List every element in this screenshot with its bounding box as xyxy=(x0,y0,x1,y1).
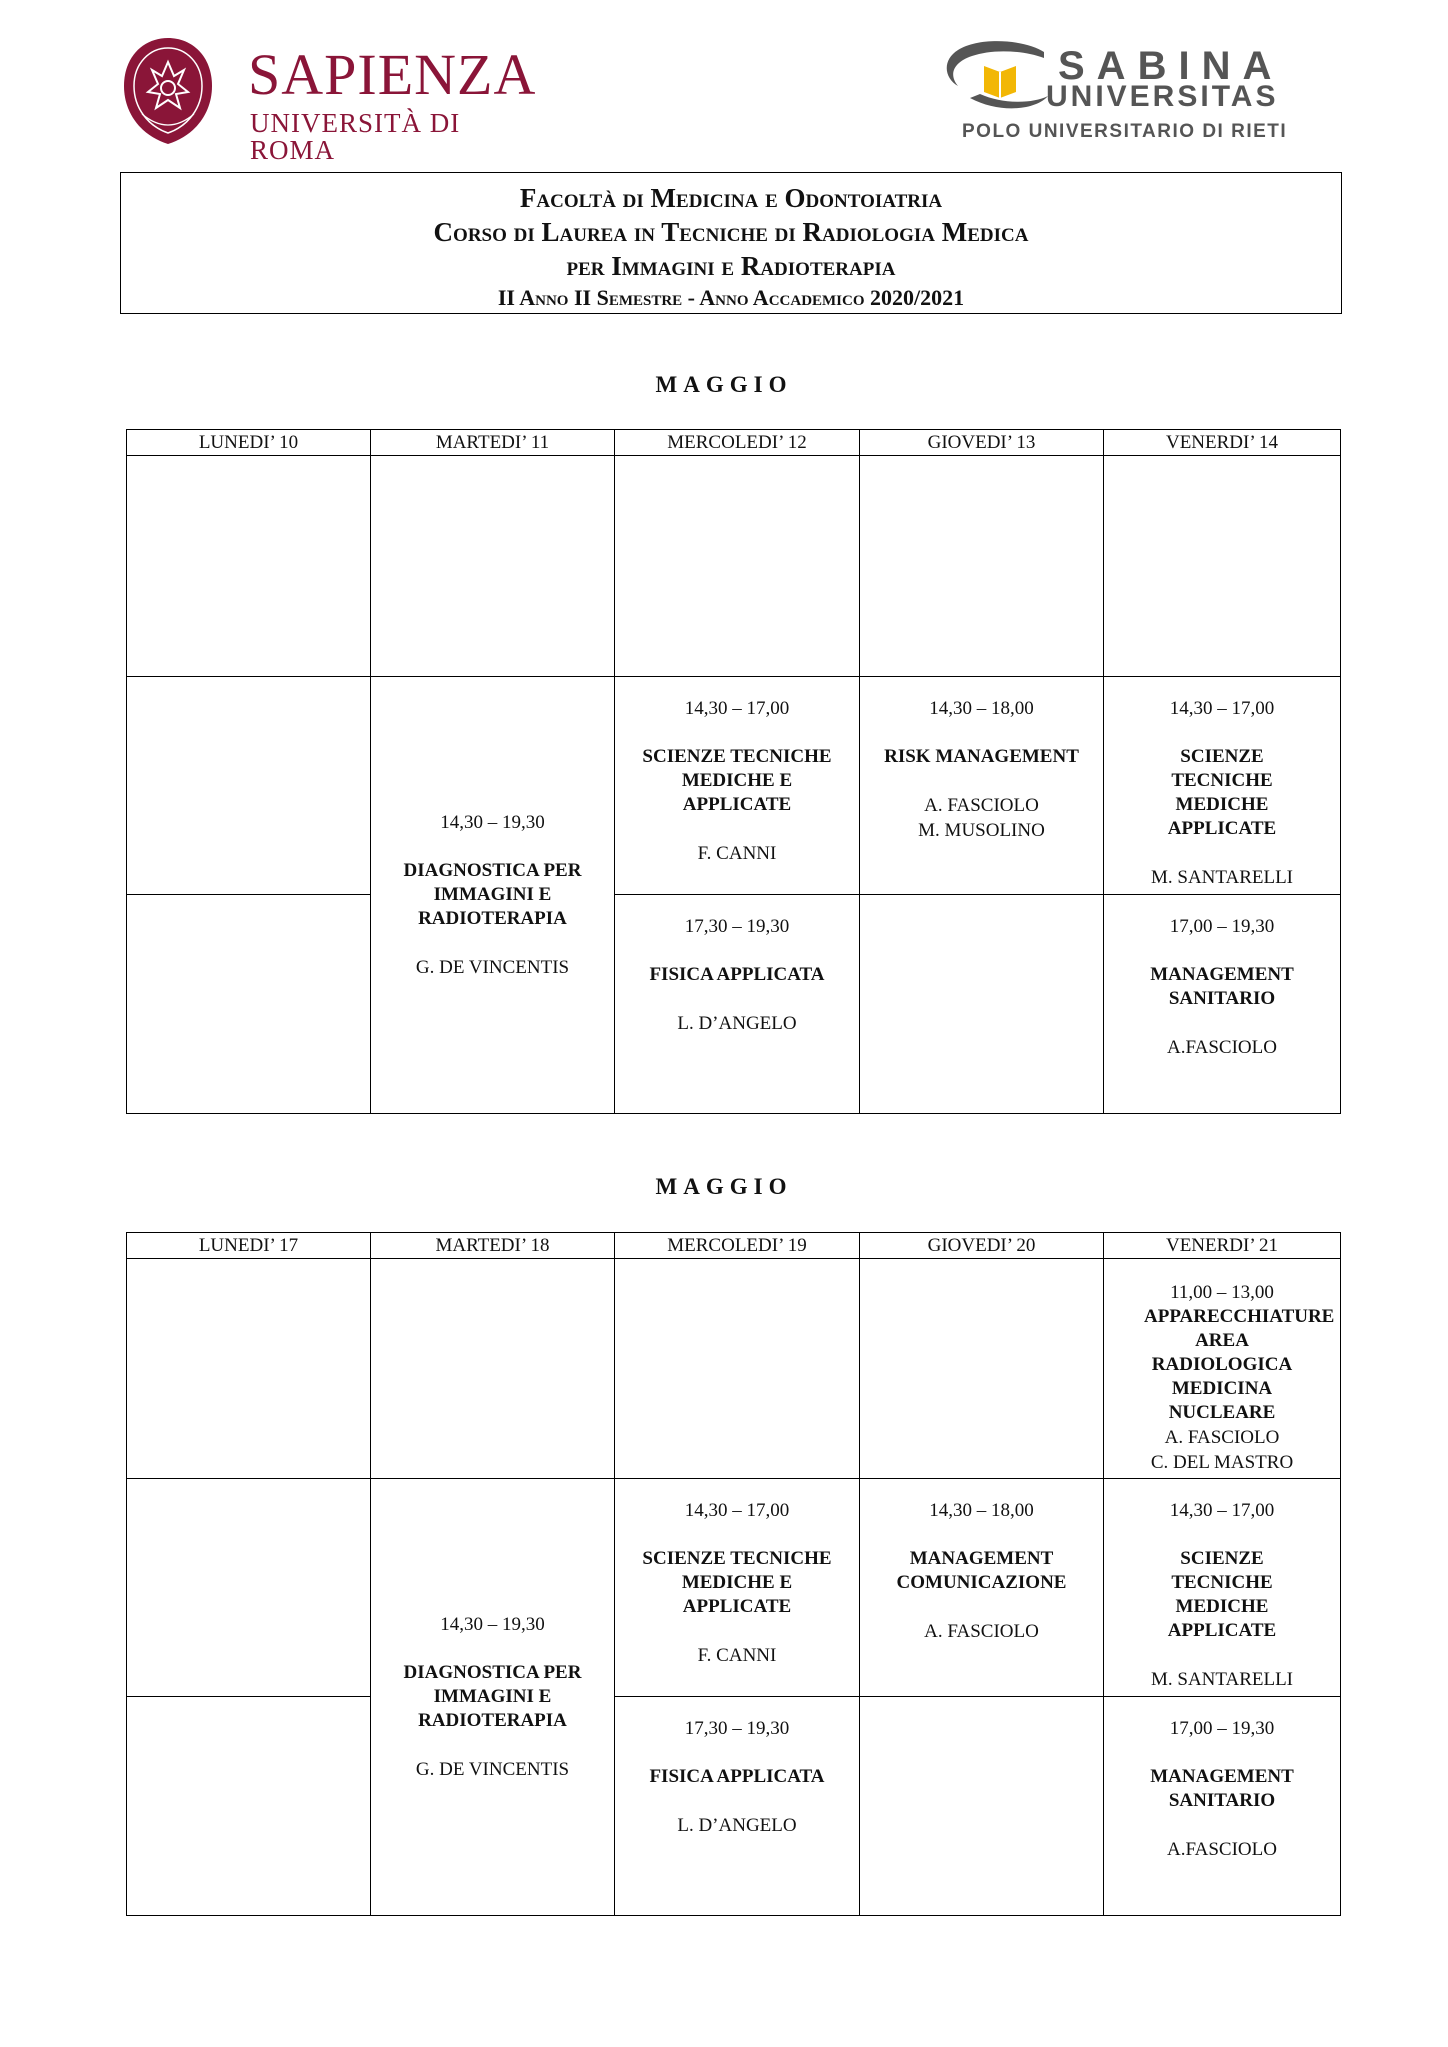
lesson-cell xyxy=(1104,1259,1341,1479)
course-header-box xyxy=(120,172,1342,314)
sabina-logo xyxy=(940,38,1300,148)
lesson-subject: MANAGEMENT SANITARIO xyxy=(1150,964,1294,1009)
empty-cell xyxy=(1104,456,1341,677)
lesson-cell xyxy=(860,677,1104,895)
lesson-subject: DIAGNOSTICA PER IMMAGINI E RADIOTERAPIA xyxy=(403,1661,582,1731)
day-header-row xyxy=(127,1233,1341,1259)
lesson-teacher: L. D’ANGELO xyxy=(677,1013,797,1034)
lesson-subject: SCIENZE TECNICHE MEDICHE E APPLICATE xyxy=(642,1548,832,1617)
lesson-time: 17,30 – 19,30 xyxy=(684,916,790,937)
empty-cell xyxy=(615,456,860,677)
lesson-cell xyxy=(615,677,860,895)
lesson-time: 14,30 – 18,00 xyxy=(929,698,1034,719)
schedule-table-week-2 xyxy=(126,1232,1341,1916)
sabina-subtitle: UNIVERSITAS xyxy=(1046,80,1279,113)
lesson-time: 17,00 – 19,30 xyxy=(1169,1718,1275,1739)
lesson-cell xyxy=(1104,1479,1341,1697)
lesson-cell xyxy=(1104,677,1341,895)
morning-row xyxy=(127,456,1341,677)
lesson-cell xyxy=(615,895,860,1114)
lesson-subject: MANAGEMENT SANITARIO xyxy=(1150,1766,1294,1811)
empty-cell xyxy=(127,677,371,895)
lesson-teacher: M. SANTARELLI xyxy=(1150,1669,1294,1690)
sabina-name: SABINA xyxy=(1058,44,1284,88)
course-subtitle: per Immagini e Radioterapia xyxy=(566,251,896,281)
day-header: GIOVEDI’ 20 xyxy=(860,1233,1104,1259)
day-header: MERCOLEDI’ 12 xyxy=(615,430,860,456)
empty-cell xyxy=(127,1697,371,1916)
day-header: MARTEDI’ 18 xyxy=(371,1233,615,1259)
morning-row xyxy=(127,1259,1341,1479)
lesson-subject: SCIENZE TECNICHE MEDICHE APPLICATE xyxy=(1167,746,1277,839)
empty-cell xyxy=(371,456,615,677)
lesson-teacher: M. MUSOLINO xyxy=(918,820,1045,841)
empty-cell xyxy=(127,895,371,1114)
lesson-teacher: A.FASCIOLO xyxy=(1167,1037,1277,1058)
sapienza-name: SAPIENZA xyxy=(248,42,537,107)
lesson-time: 14,30 – 19,30 xyxy=(440,811,545,833)
lesson-teacher: G. DE VINCENTIS xyxy=(415,1758,570,1780)
empty-cell xyxy=(127,1479,371,1697)
empty-cell xyxy=(371,1259,615,1479)
day-header: VENERDI’ 14 xyxy=(1104,430,1341,456)
lesson-subject: RISK MANAGEMENT xyxy=(884,746,1079,767)
lesson-subject: MANAGEMENT COMUNICAZIONE xyxy=(896,1548,1067,1593)
lesson-cell xyxy=(371,1479,615,1916)
empty-cell xyxy=(615,1259,860,1479)
sapienza-seal-icon xyxy=(122,36,214,146)
lesson-subject: SCIENZE TECNICHE MEDICHE APPLICATE xyxy=(1167,1548,1277,1641)
day-header: GIOVEDI’ 13 xyxy=(860,430,1104,456)
empty-cell xyxy=(860,456,1104,677)
lesson-subject: APPARECCHIATURE AREA RADIOLOGICA MEDICINA NUCLEARE xyxy=(1144,1306,1335,1423)
empty-cell xyxy=(860,1259,1104,1479)
day-header: MERCOLEDI’ 19 xyxy=(615,1233,860,1259)
lesson-time: 14,30 – 17,00 xyxy=(1169,1500,1275,1521)
day-header: LUNEDI’ 17 xyxy=(127,1233,371,1259)
day-header: VENERDI’ 21 xyxy=(1104,1233,1341,1259)
lesson-teacher: L. D’ANGELO xyxy=(677,1815,797,1836)
lesson-subject: FISICA APPLICATA xyxy=(649,964,825,985)
lesson-subject: SCIENZE TECNICHE MEDICHE E APPLICATE xyxy=(642,746,832,815)
lesson-time: 14,30 – 17,00 xyxy=(684,1500,790,1521)
lesson-time: 11,00 – 13,00 xyxy=(1170,1282,1274,1303)
afternoon-row-1 xyxy=(127,1479,1341,1697)
lesson-time: 17,00 – 19,30 xyxy=(1169,916,1275,937)
lesson-subject: FISICA APPLICATA xyxy=(649,1766,825,1787)
afternoon-row-2 xyxy=(127,895,1341,1114)
empty-cell xyxy=(860,895,1104,1114)
lesson-teacher: A. FASCIOLO xyxy=(924,795,1039,816)
lesson-cell xyxy=(615,1697,860,1916)
lesson-teacher: A.FASCIOLO xyxy=(1167,1839,1277,1860)
lesson-teacher: G. DE VINCENTIS xyxy=(415,956,570,978)
schedule-table-week-1 xyxy=(126,429,1341,1114)
lesson-cell xyxy=(615,1479,860,1697)
faculty-title: Facoltà di Medicina e Odontoiatria xyxy=(519,183,943,213)
month-title-week-2: MAGGIO xyxy=(655,1174,793,1199)
lesson-teacher: C. DEL MASTRO xyxy=(1150,1452,1294,1473)
afternoon-row-2 xyxy=(127,1697,1341,1916)
lesson-time: 14,30 – 19,30 xyxy=(440,1613,545,1635)
sapienza-logo xyxy=(122,36,537,165)
sapienza-subtitle: UNIVERSITÀ DI ROMA xyxy=(250,108,461,165)
lesson-time: 14,30 – 17,00 xyxy=(1169,698,1275,719)
day-header-row xyxy=(127,430,1341,456)
day-header: LUNEDI’ 10 xyxy=(127,430,371,456)
lesson-cell xyxy=(371,677,615,1114)
lesson-cell xyxy=(1104,895,1341,1114)
empty-cell xyxy=(127,456,371,677)
lesson-teacher: F. CANNI xyxy=(697,1645,777,1666)
sabina-tagline: POLO UNIVERSITARIO DI RIETI xyxy=(962,122,1288,141)
academic-year: II Anno II Semestre - Anno Accademico 2020/2021 xyxy=(497,285,965,310)
empty-cell xyxy=(127,1259,371,1479)
lesson-time: 17,30 – 19,30 xyxy=(684,1718,790,1739)
lesson-teacher: A. FASCIOLO xyxy=(924,1621,1039,1642)
lesson-teacher: F. CANNI xyxy=(697,843,777,864)
course-title: Corso di Laurea in Tecniche di Radiologia Medica xyxy=(433,217,1029,247)
afternoon-row-1 xyxy=(127,677,1341,895)
lesson-subject: DIAGNOSTICA PER IMMAGINI E RADIOTERAPIA xyxy=(403,859,582,929)
lesson-cell xyxy=(860,1479,1104,1697)
lesson-teacher: M. SANTARELLI xyxy=(1150,867,1294,888)
empty-cell xyxy=(860,1697,1104,1916)
lesson-time: 14,30 – 17,00 xyxy=(684,698,790,719)
month-title-week-1: MAGGIO xyxy=(655,372,793,397)
lesson-teacher: A. FASCIOLO xyxy=(1164,1427,1280,1448)
lesson-cell xyxy=(1104,1697,1341,1916)
lesson-time: 14,30 – 18,00 xyxy=(929,1500,1034,1521)
day-header: MARTEDI’ 11 xyxy=(371,430,615,456)
sabina-swoosh-book-icon xyxy=(940,38,1052,114)
